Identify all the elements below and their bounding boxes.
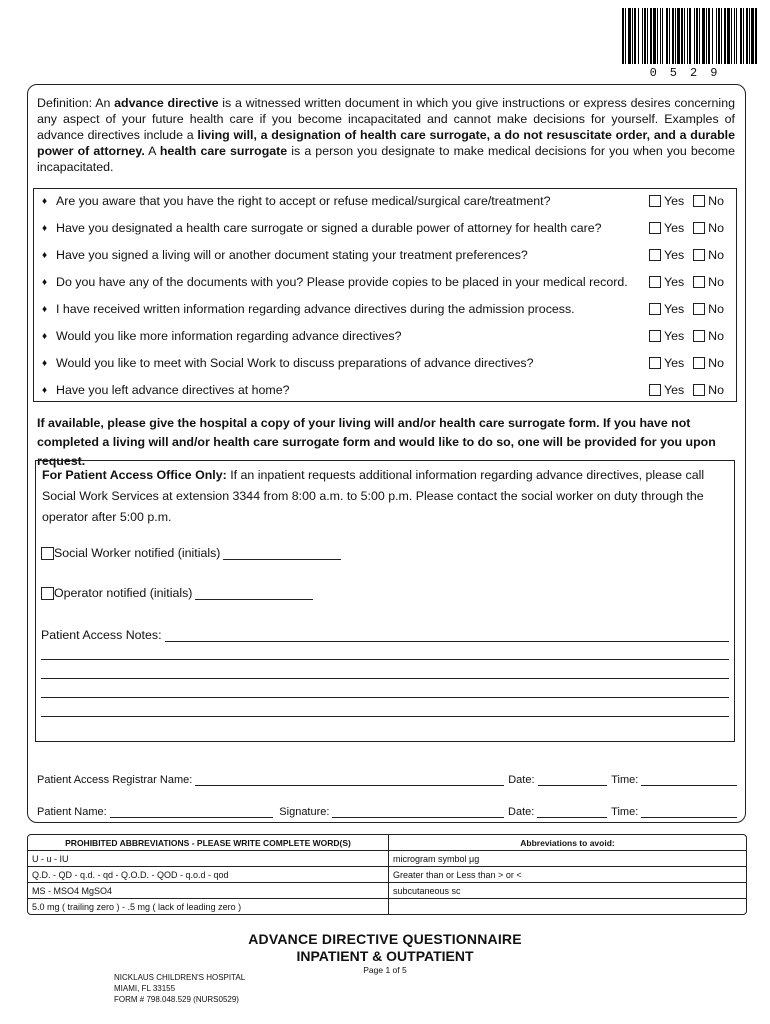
avoid-abbreviation-cell: microgram symbol μg bbox=[389, 851, 746, 867]
yes-label: Yes bbox=[663, 275, 685, 289]
copy-request-notice: If available, please give the hospital a copy of your living will and/or health care surrogate form. If you have not completed a living will and/or health care surrogate form and would like to do so, one will be provided for you upon request. bbox=[37, 416, 716, 468]
yes-no-group bbox=[649, 302, 724, 316]
yes-label: Yes bbox=[663, 383, 685, 397]
form-title: ADVANCE DIRECTIVE QUESTIONNAIRE bbox=[248, 931, 522, 947]
no-checkbox[interactable] bbox=[693, 276, 705, 288]
no-checkbox[interactable] bbox=[693, 303, 705, 315]
question-text: Have you designated a health care surrogate or signed a durable power of attorney for health care? bbox=[56, 221, 602, 235]
no-checkbox[interactable] bbox=[693, 195, 705, 207]
notes-field-line[interactable] bbox=[41, 678, 729, 679]
yes-checkbox[interactable] bbox=[649, 249, 661, 261]
no-checkbox[interactable] bbox=[693, 330, 705, 342]
definition-bold-examples: living will, a designation of health care surrogate, a do not resuscitate order, and a durable power of attorney. bbox=[37, 128, 736, 158]
barcode bbox=[622, 8, 758, 64]
question-text: Have you left advance directives at home? bbox=[56, 383, 290, 397]
avoid-abbreviation-cell bbox=[389, 899, 746, 914]
footer-address bbox=[114, 972, 245, 1005]
table-row bbox=[28, 867, 746, 883]
avoid-abbreviation-cell: Greater than or Less than > or < bbox=[389, 867, 746, 883]
question-row bbox=[42, 191, 732, 211]
time-field[interactable] bbox=[641, 806, 737, 818]
diamond-bullet-icon: ♦ bbox=[42, 357, 48, 369]
table-row bbox=[28, 899, 746, 914]
definition-bold-term: health care surrogate bbox=[159, 144, 288, 158]
barcode-number: 0529 bbox=[649, 66, 731, 80]
date-field[interactable] bbox=[538, 774, 608, 786]
hospital-name: NICKLAUS CHILDREN'S HOSPITAL bbox=[114, 973, 246, 982]
no-label: No bbox=[708, 248, 724, 262]
social-worker-label: Social Worker notified (initials) bbox=[54, 546, 221, 560]
form-subtitle: INPATIENT & OUTPATIENT bbox=[296, 948, 474, 964]
no-checkbox[interactable] bbox=[693, 384, 705, 396]
no-label: No bbox=[708, 356, 724, 370]
question-text: I have received written information regarding advance directives during the admission process. bbox=[56, 302, 575, 316]
signature-label: Signature: bbox=[279, 806, 330, 818]
question-row bbox=[42, 245, 732, 265]
question-row bbox=[42, 380, 732, 400]
no-label: No bbox=[708, 302, 724, 316]
yes-label: Yes bbox=[663, 194, 685, 208]
operator-label: Operator notified (initials) bbox=[54, 586, 193, 600]
patient-signature-row bbox=[37, 806, 737, 818]
prohibited-abbreviations-header: PROHIBITED ABBREVIATIONS - PLEASE WRITE COMPLETE WORD(S) bbox=[28, 835, 389, 851]
prohibited-abbreviation-cell: U - u - IU bbox=[28, 851, 389, 867]
question-row bbox=[42, 272, 732, 292]
date-label: Date: bbox=[508, 806, 535, 818]
diamond-bullet-icon: ♦ bbox=[42, 276, 48, 288]
operator-initials-field[interactable] bbox=[195, 587, 313, 600]
prohibited-abbreviation-cell: 5.0 mg ( trailing zero ) - .5 mg ( lack of leading zero ) bbox=[28, 899, 389, 914]
time-label: Time: bbox=[611, 774, 639, 786]
notes-field-line[interactable] bbox=[165, 629, 729, 642]
question-text: Have you signed a living will or another document stating your treatment preferences? bbox=[56, 248, 528, 262]
patient-access-box bbox=[35, 460, 735, 742]
no-label: No bbox=[708, 275, 724, 289]
social-worker-row bbox=[41, 546, 341, 560]
yes-checkbox[interactable] bbox=[649, 276, 661, 288]
yes-checkbox[interactable] bbox=[649, 357, 661, 369]
abbreviations-to-avoid-header: Abbreviations to avoid: bbox=[389, 835, 746, 851]
prohibited-abbreviation-cell: MS - MSO4 MgSO4 bbox=[28, 883, 389, 899]
yes-no-group bbox=[649, 329, 724, 343]
form-number: FORM # 798.048.529 (NURS0529) bbox=[114, 995, 239, 1004]
yes-label: Yes bbox=[663, 248, 685, 262]
prohibited-abbreviation-cell: Q.D. - QD - q.d. - qd - Q.O.D. - QOD - q.o.d - qod bbox=[28, 867, 389, 883]
abbreviations-table bbox=[27, 834, 747, 915]
yes-label: Yes bbox=[663, 329, 685, 343]
yes-label: Yes bbox=[663, 356, 685, 370]
definition-text: is a person you designate to make medical decisions for you when you become incapacitated. bbox=[37, 144, 735, 174]
registrar-name-label: Patient Access Registrar Name: bbox=[37, 774, 193, 786]
question-text: Would you like more information regarding advance directives? bbox=[56, 329, 402, 343]
operator-checkbox[interactable] bbox=[41, 587, 54, 600]
question-text: Would you like to meet with Social Work to discuss preparations of advance directives? bbox=[56, 356, 534, 370]
no-label: No bbox=[708, 329, 724, 343]
table-row bbox=[28, 883, 746, 899]
avoid-abbreviation-cell: subcutaneous sc bbox=[389, 883, 746, 899]
no-checkbox[interactable] bbox=[693, 222, 705, 234]
yes-checkbox[interactable] bbox=[649, 330, 661, 342]
operator-row bbox=[41, 586, 313, 600]
definition-bold-term: advance directive bbox=[114, 96, 219, 110]
social-worker-checkbox[interactable] bbox=[41, 547, 54, 560]
notes-field-line[interactable] bbox=[41, 659, 729, 660]
yes-checkbox[interactable] bbox=[649, 303, 661, 315]
diamond-bullet-icon: ♦ bbox=[42, 249, 48, 261]
registrar-name-field[interactable] bbox=[195, 774, 504, 786]
yes-label: Yes bbox=[663, 302, 685, 316]
patient-access-heading: For Patient Access Office Only: bbox=[42, 468, 227, 482]
no-checkbox[interactable] bbox=[693, 249, 705, 261]
social-worker-initials-field[interactable] bbox=[223, 547, 341, 560]
yes-checkbox[interactable] bbox=[649, 222, 661, 234]
notes-label: Patient Access Notes: bbox=[41, 628, 162, 642]
definition-text: A bbox=[144, 144, 160, 158]
notes-field-line[interactable] bbox=[41, 716, 729, 717]
patient-access-instructions bbox=[42, 465, 730, 528]
yes-no-group bbox=[649, 356, 724, 370]
diamond-bullet-icon: ♦ bbox=[42, 222, 48, 234]
yes-label: Yes bbox=[663, 221, 685, 235]
yes-checkbox[interactable] bbox=[649, 195, 661, 207]
question-row bbox=[42, 326, 732, 346]
definition-text: is a witnessed written document in which you give instructions or express desires concerning any aspect of your future health care if you become incapacitated and cannot make decisions for yourself. Examples of advance directives include a bbox=[37, 96, 735, 142]
patient-name-field[interactable] bbox=[110, 806, 274, 818]
abbreviations-header-row bbox=[28, 835, 746, 851]
date-label: Date: bbox=[508, 774, 535, 786]
time-field[interactable] bbox=[641, 774, 737, 786]
registrar-row bbox=[37, 774, 737, 786]
diamond-bullet-icon: ♦ bbox=[42, 330, 48, 342]
question-row bbox=[42, 353, 732, 373]
yes-checkbox[interactable] bbox=[649, 384, 661, 396]
signature-field[interactable] bbox=[332, 806, 504, 818]
question-row bbox=[42, 218, 732, 238]
patient-access-body: If an inpatient requests additional information regarding advance directives, please call Social Work Services at extension 3344 from 8:00 a.m. to 5:00 p.m. Please contact the social worker on duty through the operator after 5:00 p.m. bbox=[42, 468, 705, 524]
page-number: Page 1 of 5 bbox=[363, 965, 407, 975]
no-label: No bbox=[708, 194, 724, 208]
question-text: Do you have any of the documents with you? Please provide copies to be placed in your medical record. bbox=[56, 275, 628, 289]
no-label: No bbox=[708, 383, 724, 397]
yes-no-group bbox=[649, 194, 724, 208]
question-text: Are you aware that you have the right to accept or refuse medical/surgical care/treatment? bbox=[56, 194, 551, 208]
time-label: Time: bbox=[611, 806, 639, 818]
diamond-bullet-icon: ♦ bbox=[42, 384, 48, 396]
no-checkbox[interactable] bbox=[693, 357, 705, 369]
definition-text: Definition: An bbox=[37, 96, 115, 110]
notes-row bbox=[41, 628, 729, 642]
definition-paragraph bbox=[37, 95, 735, 175]
yes-no-group bbox=[649, 383, 724, 397]
hospital-city: MIAMI, FL 33155 bbox=[114, 984, 176, 993]
questions-box bbox=[33, 188, 737, 402]
table-row bbox=[28, 851, 746, 867]
patient-name-label: Patient Name: bbox=[37, 806, 107, 818]
date-field[interactable] bbox=[537, 806, 607, 818]
diamond-bullet-icon: ♦ bbox=[42, 195, 48, 207]
no-label: No bbox=[708, 221, 724, 235]
diamond-bullet-icon: ♦ bbox=[42, 303, 48, 315]
yes-no-group bbox=[649, 248, 724, 262]
yes-no-group bbox=[649, 275, 724, 289]
question-row bbox=[42, 299, 732, 319]
notes-field-line[interactable] bbox=[41, 697, 729, 698]
yes-no-group bbox=[649, 221, 724, 235]
